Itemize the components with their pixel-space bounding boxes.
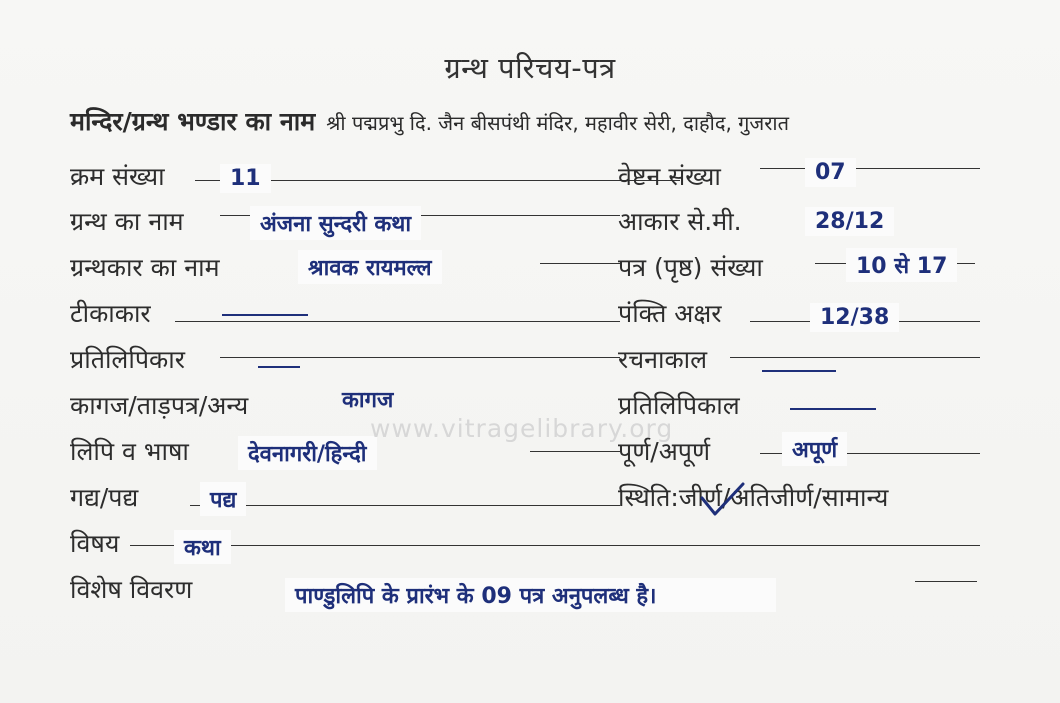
prose-verse-value: पद्य bbox=[200, 482, 246, 516]
rule bbox=[915, 581, 977, 582]
leaf-count-value: 10 से 17 bbox=[846, 248, 957, 282]
remarks-value: पाण्डुलिपि के प्रारंभ के 09 पत्र अनुपलब्ध है। bbox=[285, 578, 776, 612]
rule bbox=[530, 451, 620, 452]
copy-date-label: प्रतिलिपिकाल bbox=[618, 391, 740, 420]
check-mark-icon bbox=[699, 480, 747, 518]
form-title: ग्रन्थ परिचय-पत्र bbox=[444, 51, 616, 85]
material-label: कागज/ताड़पत्र/अन्य bbox=[70, 391, 249, 420]
commentator-label: टीकाकार bbox=[70, 299, 151, 328]
row-subject bbox=[70, 522, 980, 566]
size-value: 28/12 bbox=[805, 207, 894, 236]
blank-dash bbox=[790, 408, 876, 410]
rule bbox=[220, 357, 620, 358]
author-value: श्रावक रायमल्ल bbox=[298, 250, 442, 284]
copyist-label: प्रतिलिपिकार bbox=[70, 345, 185, 374]
wrap-number-value: 07 bbox=[805, 158, 856, 187]
author-label: ग्रन्थकार का नाम bbox=[70, 253, 220, 282]
watermark: www.vitragelibrary.org bbox=[370, 414, 674, 443]
row-copyist bbox=[70, 338, 980, 382]
composition-date-label: रचनाकाल bbox=[618, 345, 708, 374]
line-letters-label: पंक्ति अक्षर bbox=[618, 299, 722, 328]
leaf-count-label: पत्र (पृष्ठ) संख्या bbox=[618, 253, 763, 282]
book-name-label: ग्रन्थ का नाम bbox=[70, 207, 184, 236]
temple-name-value: श्री पद्मप्रभु दि. जैन बीसपंथी मंदिर, महावीर सेरी, दाहौद, गुजरात bbox=[326, 111, 790, 135]
temple-name-row bbox=[70, 104, 1050, 138]
row-commentator bbox=[70, 292, 980, 336]
row-serial bbox=[70, 155, 980, 199]
size-label: आकार से.मी. bbox=[618, 207, 742, 236]
script-language-value: देवनागरी/हिन्दी bbox=[238, 436, 377, 470]
rule bbox=[130, 545, 980, 546]
line-letters-value: 12/38 bbox=[810, 303, 899, 332]
book-name-value: अंजना सुन्दरी कथा bbox=[250, 206, 421, 240]
complete-value: अपूर्ण bbox=[782, 432, 847, 466]
condition-label: स्थिति:जीर्ण/अतिजीर्ण/सामान्य bbox=[618, 483, 889, 512]
wrap-number-label: वेष्टन संख्या bbox=[618, 162, 721, 191]
blank-dash bbox=[222, 314, 308, 316]
prose-verse-label: गद्य/पद्य bbox=[70, 483, 139, 512]
rule bbox=[730, 357, 980, 358]
row-remarks bbox=[70, 568, 980, 612]
rule bbox=[760, 168, 980, 169]
temple-name-label: मन्दिर/ग्रन्थ भण्डार का नाम bbox=[70, 107, 316, 136]
row-prose-verse bbox=[70, 476, 980, 520]
row-author bbox=[70, 246, 980, 290]
subject-label: विषय bbox=[70, 529, 120, 558]
serial-number-value: 11 bbox=[220, 164, 271, 193]
rule bbox=[190, 505, 620, 506]
rule bbox=[540, 263, 620, 264]
subject-value: कथा bbox=[174, 530, 231, 564]
material-value: कागज bbox=[342, 388, 394, 413]
blank-dash bbox=[762, 370, 836, 372]
serial-number-label: क्रम संख्या bbox=[70, 162, 165, 191]
rule bbox=[175, 321, 620, 322]
complete-label: पूर्ण/अपूर्ण bbox=[618, 437, 711, 466]
script-language-label: लिपि व भाषा bbox=[70, 437, 189, 466]
remarks-label: विशेष विवरण bbox=[70, 575, 193, 604]
blank-dash bbox=[258, 366, 300, 368]
row-book-name bbox=[70, 200, 980, 244]
